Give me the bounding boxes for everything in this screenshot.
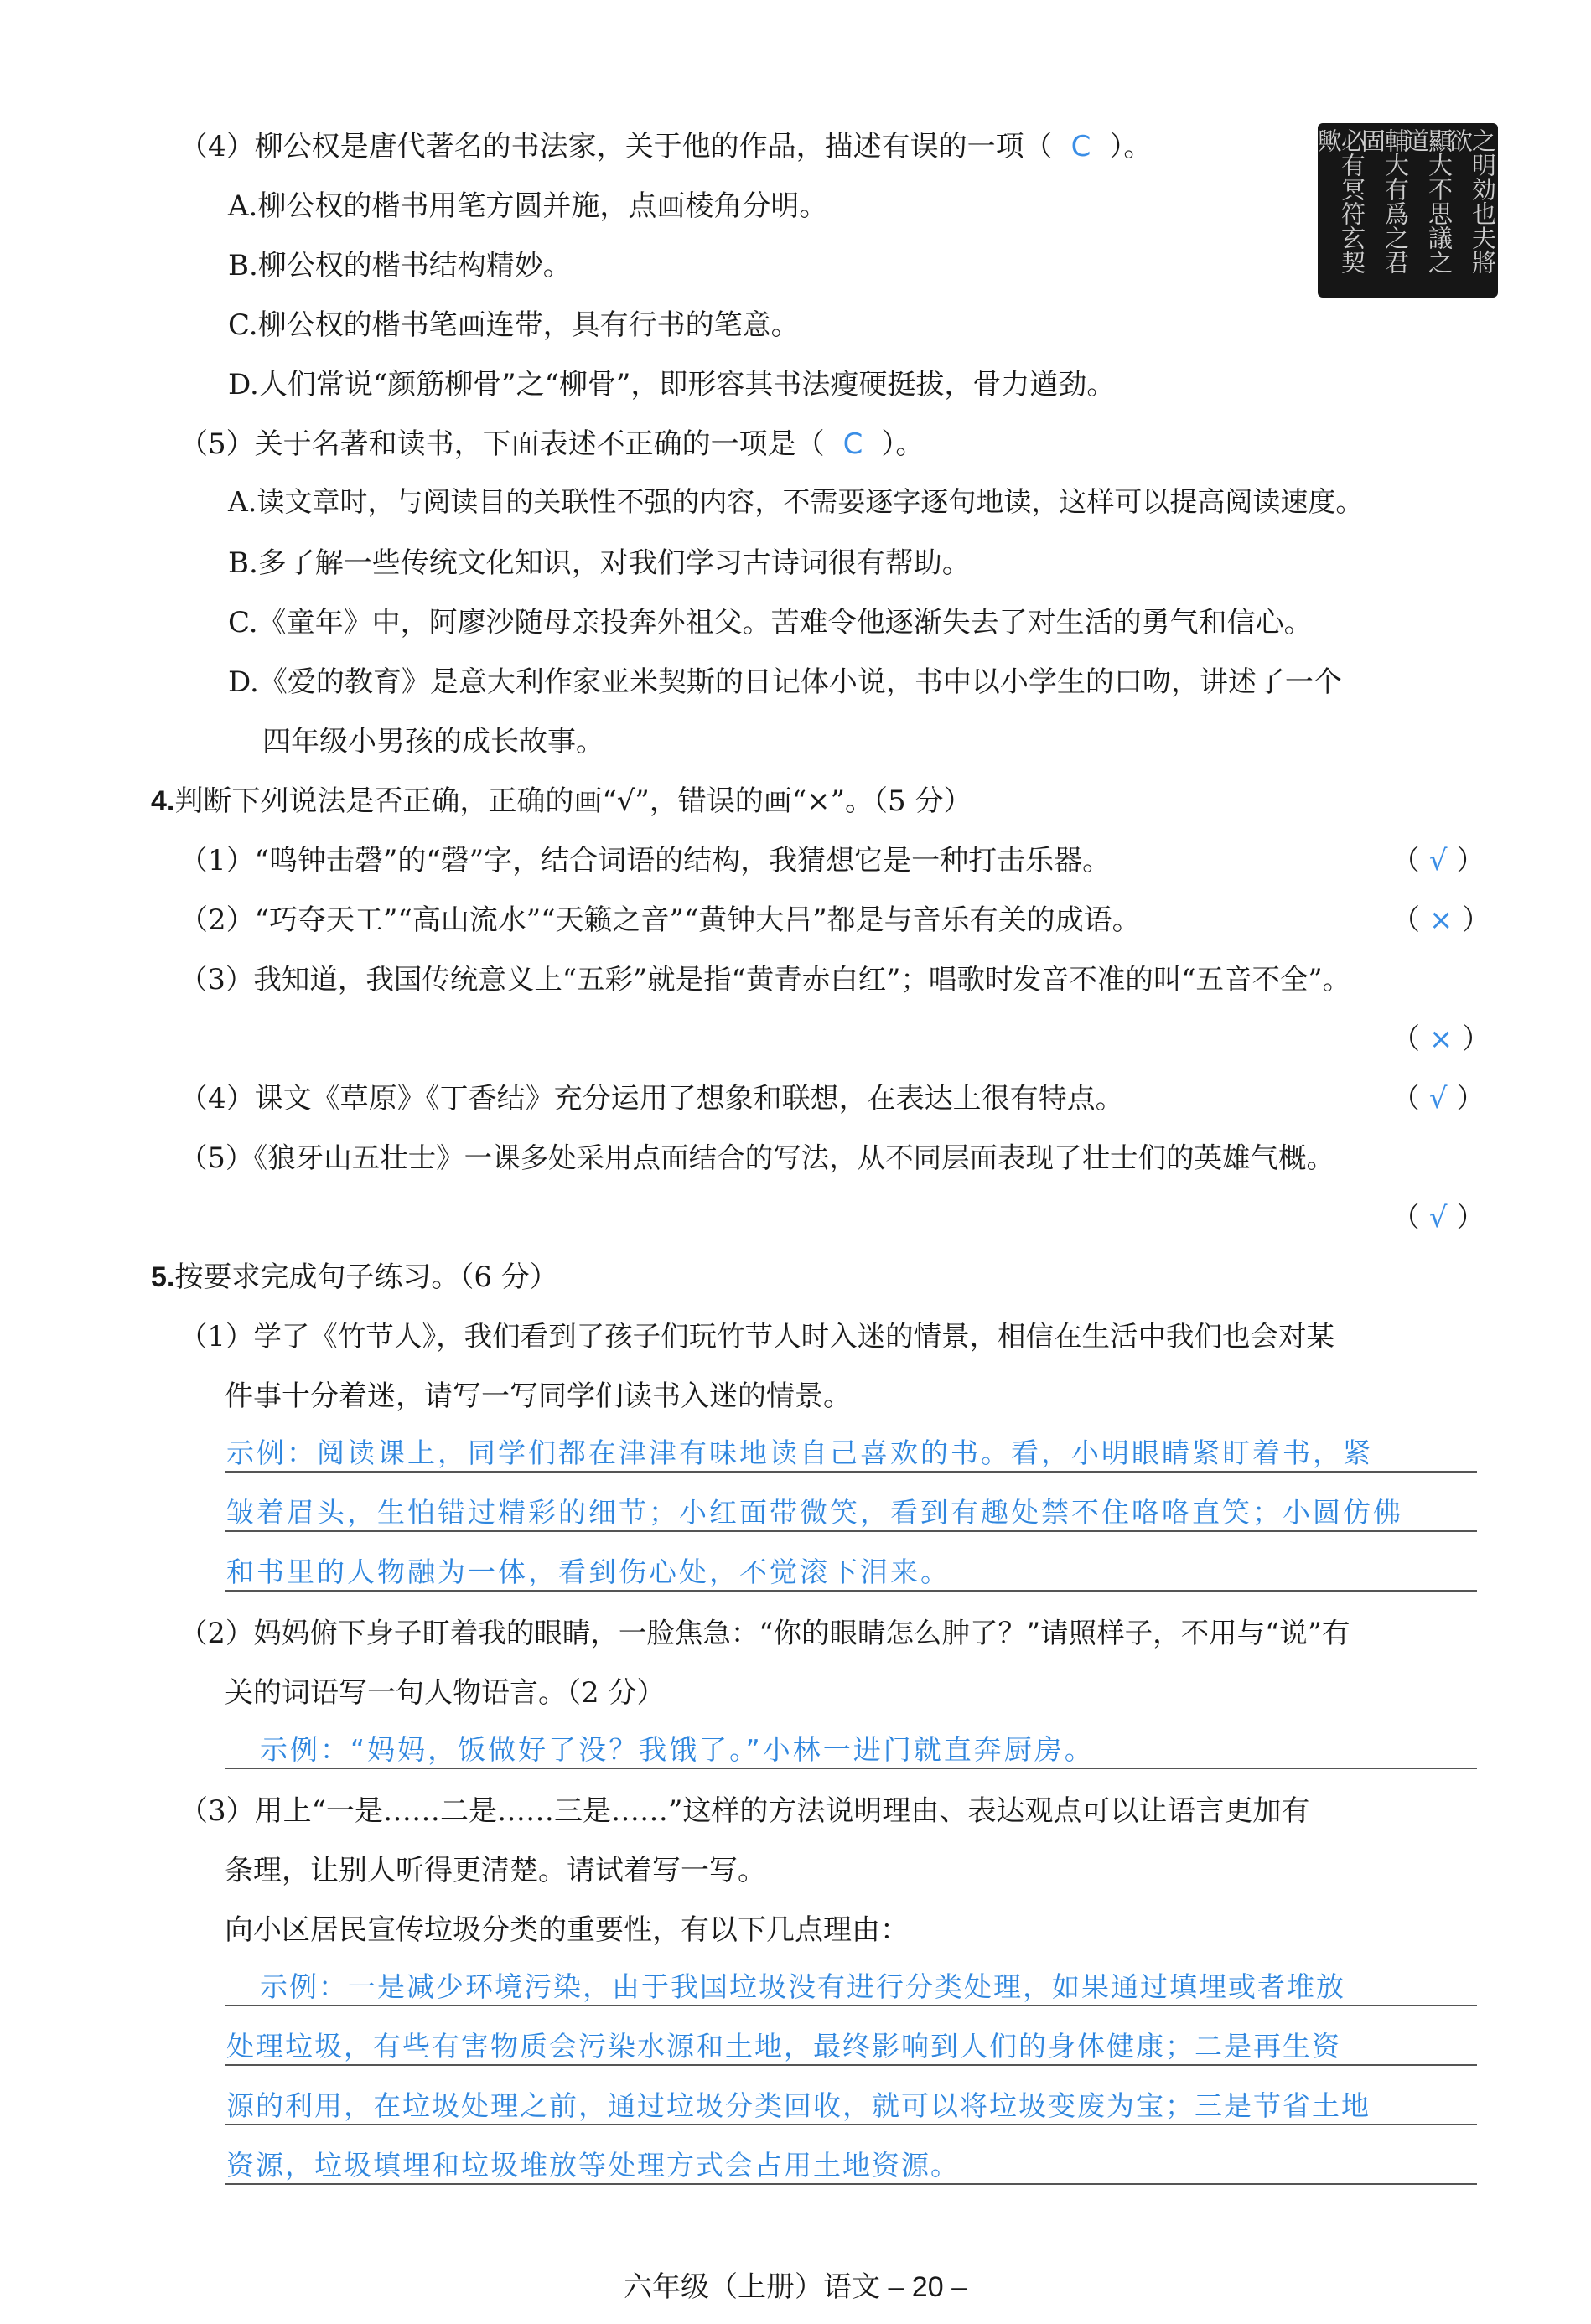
answer-line [225, 1768, 1477, 1769]
q3-item5-stem [179, 421, 924, 462]
answer-line [225, 2183, 1477, 2185]
option-a: A.柳公权的楷书用笔方圆并施，点画棱角分明。 [228, 189, 828, 223]
calligraphy-column: 必有冥符玄契歟 [1314, 128, 1366, 274]
judge-answer: √ [1428, 844, 1448, 877]
stem-text-end: ）。 [881, 427, 925, 461]
handwritten-answer: 处理垃圾，有些有害物质会污染水源和土地，最终影响到人们的身体健康；二是再生资 [226, 2030, 1341, 2063]
q5-item1-prompt: （1）学了《竹节人》，我们看到了孩子们玩竹节人时入迷的情景，相信在生活中我们也会对某 [179, 1320, 1335, 1353]
q3-item4-stem [179, 123, 1152, 164]
option-a: A.读文章时，与阅读目的关联性不强的内容，不需要逐字逐句地读，这样可以提高阅读速度。 [228, 485, 1364, 518]
handwritten-answer: 源的利用，在垃圾处理之前，通过垃圾分类回收，就可以将垃圾变废为宝；三是节省土地 [226, 2089, 1371, 2122]
stem-text: （5）关于名著和读书，下面表述不正确的一项是（ [179, 427, 825, 461]
judge-mark: （ × ） [1391, 1022, 1491, 1056]
calligraphy-column: 輔大有爲之君固 [1358, 128, 1410, 274]
answer-line [225, 2005, 1477, 2006]
question-title: 按要求完成句子练习。（6 分） [174, 1260, 558, 1294]
option-c: C.《童年》中，阿廖沙随母亲投奔外祖父。苦难令他逐渐失去了对生活的勇气和信心。 [228, 606, 1313, 639]
q4-title [151, 778, 972, 819]
question-number: 5. [151, 1261, 175, 1293]
question-number: 4. [151, 785, 175, 817]
option-d: D.《爱的教育》是意大利作家亚米契斯的日记体小说，书中以小学生的口吻，讲述了一个 [228, 665, 1342, 699]
question-title: 判断下列说法是否正确，正确的画“√”，错误的画“×”。（5 分） [174, 784, 972, 818]
answer-line [225, 1471, 1477, 1473]
answer-line [225, 2124, 1477, 2125]
option-c: C.柳公权的楷书笔画连带，具有行书的笔意。 [228, 308, 800, 342]
q5-item1-prompt: 件事十分着迷，请写一写同学们读书入迷的情景。 [225, 1379, 852, 1413]
handwritten-answer: 资源，垃圾填埋和垃圾堆放等处理方式会占用土地资源。 [226, 2149, 960, 2182]
answer-line [225, 1590, 1477, 1592]
handwritten-answer: 示例：阅读课上，同学们都在津津有味地读自己喜欢的书。看，小明眼睛紧盯着书，紧 [226, 1436, 1373, 1469]
q5-item3-prompt: 向小区居民宣传垃圾分类的重要性，有以下几点理由： [225, 1913, 909, 1947]
judge-answer: √ [1428, 1082, 1448, 1115]
answer-choice: C [842, 427, 863, 461]
option-d-continued: 四年级小男孩的成长故事。 [262, 725, 604, 758]
judge-item: （5）《狼牙山五壮士》一课多处采用点面结合的写法，从不同层面表现了壮士们的英雄气概。 [179, 1141, 1335, 1174]
judge-mark: （ √ ） [1391, 844, 1485, 877]
answer-choice: C [1070, 130, 1091, 163]
handwritten-answer: 示例：一是减少环境污染，由于我国垃圾没有进行分类处理，如果通过填埋或者堆放 [260, 1970, 1345, 2003]
page-footer: 六年级（上册）语文 – 20 – [624, 2271, 967, 2303]
judge-item: （3）我知道，我国传统意义上“五彩”就是指“黄青赤白红”；唱歌时发音不准的叫“五音不全”。 [179, 963, 1351, 996]
judge-mark: （ √ ） [1391, 1082, 1485, 1115]
answer-line [225, 2064, 1477, 2066]
handwritten-answer: 皱着眉头，生怕错过精彩的细节；小红面带微笑，看到有趣处禁不住咯咯直笑；小圆仿佛 [226, 1496, 1403, 1529]
q5-item3-prompt: （3）用上“一是……二是……三是……”这样的方法说明理由、表达观点可以让语言更加有 [179, 1794, 1310, 1828]
q5-item3-prompt: 条理，让别人听得更清楚。请试着写一写。 [225, 1854, 766, 1887]
stem-text: （4）柳公权是唐代著名的书法家，关于他的作品，描述有误的一项（ [179, 130, 1053, 163]
answer-line [225, 1530, 1477, 1532]
option-b: B.多了解一些传统文化知识，对我们学习古诗词很有帮助。 [228, 546, 971, 580]
handwritten-answer: 和书里的人物融为一体，看到伤心处，不觉滚下泪来。 [226, 1555, 951, 1588]
judge-mark: （ √ ） [1391, 1201, 1485, 1234]
stem-text-end: ）。 [1109, 130, 1153, 163]
judge-item: （2）“巧夺天工”“高山流水”“天籁之音”“黄钟大吕”都是与音乐有关的成语。 [179, 903, 1141, 937]
judge-item: （1）“鸣钟击磬”的“磬”字，结合词语的结构，我猜想它是一种打击乐器。 [179, 844, 1112, 877]
option-d: D.人们常说“颜筋柳骨”之“柳骨”，即形容其书法瘦硬挺拔，骨力遒劲。 [228, 368, 1116, 401]
option-b: B.柳公权的楷书结构精妙。 [228, 249, 572, 282]
judge-answer: × [1428, 1022, 1454, 1056]
judge-answer: √ [1428, 1201, 1448, 1234]
judge-answer: × [1428, 903, 1454, 937]
q5-item2-prompt: 关的词语写一句人物语言。（2 分） [225, 1676, 666, 1710]
q5-item2-prompt: （2）妈妈俯下身子盯着我的眼睛，一脸焦急：“你的眼睛怎么肿了？”请照样子，不用与“说”有 [179, 1617, 1350, 1649]
q5-title [151, 1254, 558, 1295]
judge-mark: （ × ） [1391, 903, 1491, 937]
calligraphy-rubbing-image [1314, 123, 1498, 298]
handwritten-answer: 示例：“妈妈，饭做好了没？我饿了。”小林一进门就直奔厨房。 [260, 1733, 1095, 1766]
judge-item: （4）课文《草原》《丁香结》充分运用了想象和联想，在表达上很有特点。 [179, 1082, 1124, 1115]
calligraphy-column: 顯大不思議之道 [1402, 128, 1454, 274]
calligraphy-column: 之明効也夫將欲 [1445, 128, 1497, 274]
